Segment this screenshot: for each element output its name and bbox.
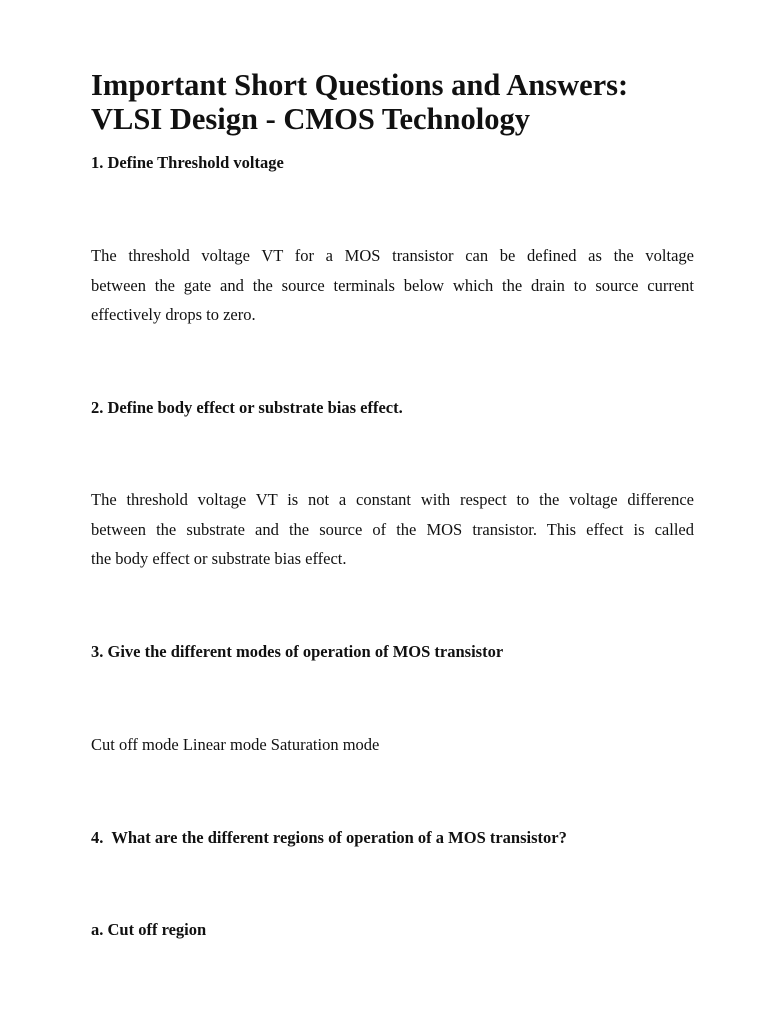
- question-4-sub-a: a. Cut off region: [91, 920, 207, 939]
- answer-line: between the gate and the source terminals below which the drain to source current: [91, 275, 694, 295]
- question-1-heading: 1. Define Threshold voltage: [91, 153, 284, 172]
- document-title-line-1: Important Short Questions and Answers:: [91, 68, 629, 102]
- question-1-answer: [91, 241, 694, 330]
- answer-line: The threshold voltage VT for a MOS transistor can be defined as the voltage: [91, 246, 694, 265]
- answer-line: the body effect or substrate bias effect.: [91, 549, 347, 568]
- question-3-heading: 3. Give the different modes of operation of MOS transistor: [91, 642, 504, 661]
- answer-line: between the substrate and the source of the MOS transistor. This effect is called: [91, 519, 694, 539]
- question-3-answer: Cut off mode Linear mode Saturation mode: [91, 735, 380, 754]
- document-title: [91, 68, 694, 136]
- question-2-answer: [91, 485, 694, 574]
- answer-line: effectively drops to zero.: [91, 305, 256, 324]
- question-4-heading: 4. What are the different regions of operation of a MOS transistor?: [91, 828, 567, 847]
- question-2-heading: 2. Define body effect or substrate bias effect.: [91, 398, 403, 417]
- document-title-line-2: VLSI Design - CMOS Technology: [91, 102, 530, 136]
- answer-line: The threshold voltage VT is not a constant with respect to the voltage difference: [91, 490, 694, 509]
